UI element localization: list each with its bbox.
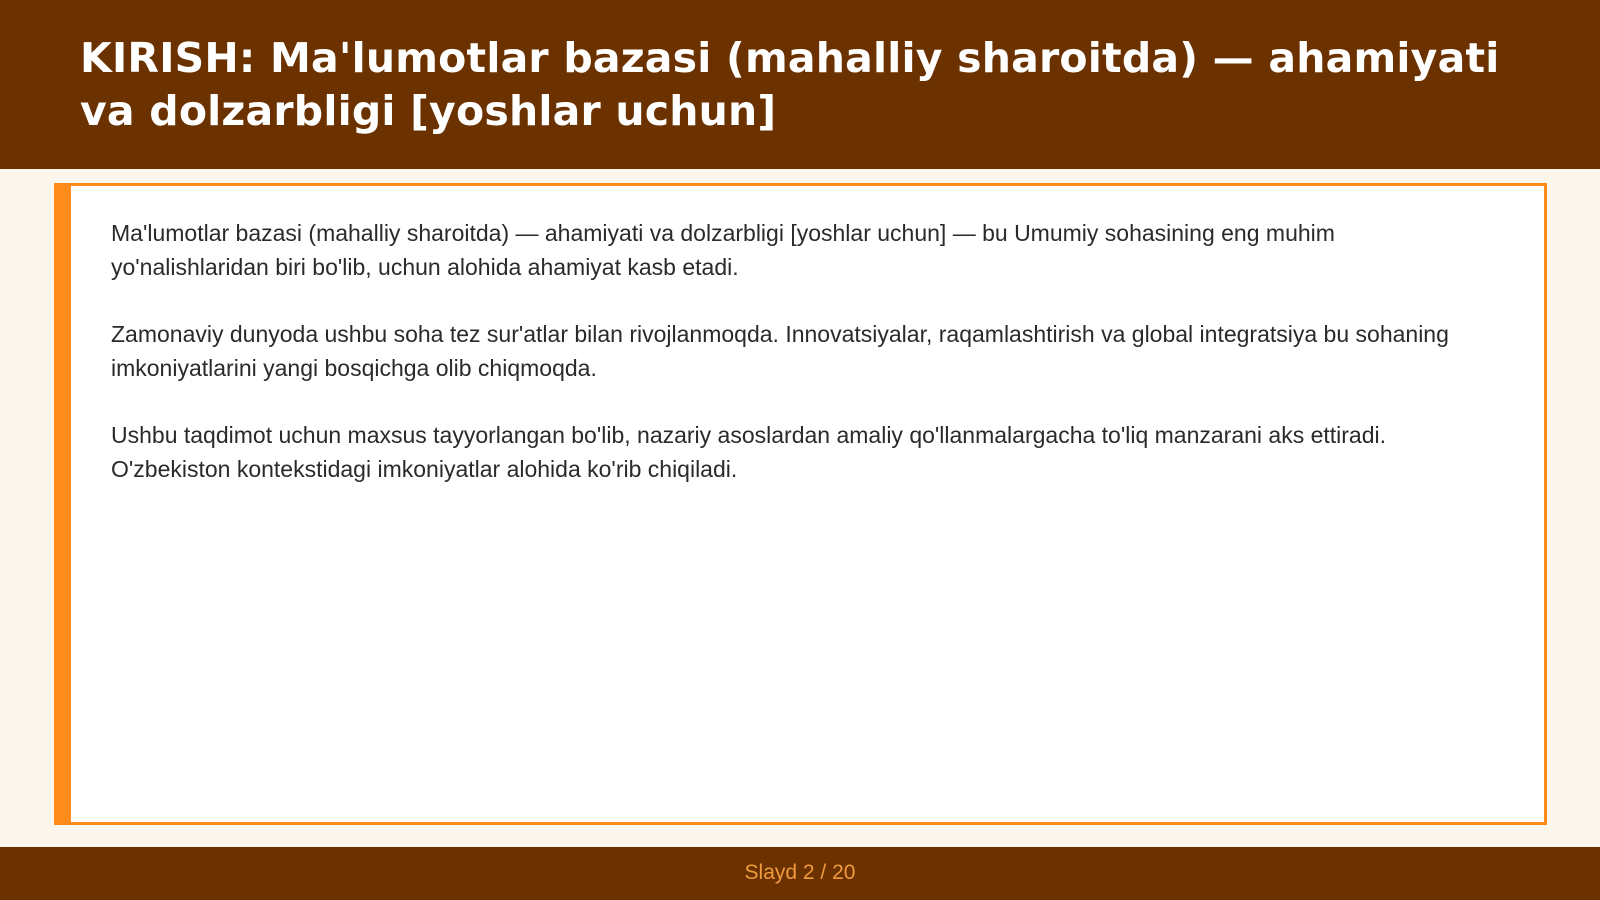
content-paragraph: Ma'lumotlar bazasi (mahalliy sharoitda) — ahamiyati va dolzarbligi [yoshlar uchun] — bu Umumiy sohasining eng muhim yo'nalishlaridan biri bo'lib, uchun alohida ahamiyat kasb etadi. bbox=[111, 220, 1335, 280]
slide-footer bbox=[0, 847, 1600, 900]
content-panel bbox=[54, 183, 1547, 825]
slide-counter: Slayd 2 / 20 bbox=[744, 861, 856, 884]
slide-title: KIRISH: Ma'lumotlar bazasi (mahalliy sharoitda) — ahamiyati va dolzarbligi [yoshlar uchun] bbox=[80, 34, 1500, 135]
content-paragraph: Ushbu taqdimot uchun maxsus tayyorlangan bo'lib, nazariy asoslardan amaliy qo'llanmalargacha to'liq manzarani aks ettiradi. O'zbekiston kontekstidagi imkoniyatlar alohida ko'rib chiqiladi. bbox=[111, 422, 1387, 482]
slide-header bbox=[0, 0, 1600, 169]
content-paragraph: Zamonaviy dunyoda ushbu soha tez sur'atlar bilan rivojlanmoqda. Innovatsiyalar, raqamlashtirish va global integratsiya bu sohaning imkoniyatlarini yangi bosqichga olib chiqmoqda. bbox=[111, 321, 1449, 381]
